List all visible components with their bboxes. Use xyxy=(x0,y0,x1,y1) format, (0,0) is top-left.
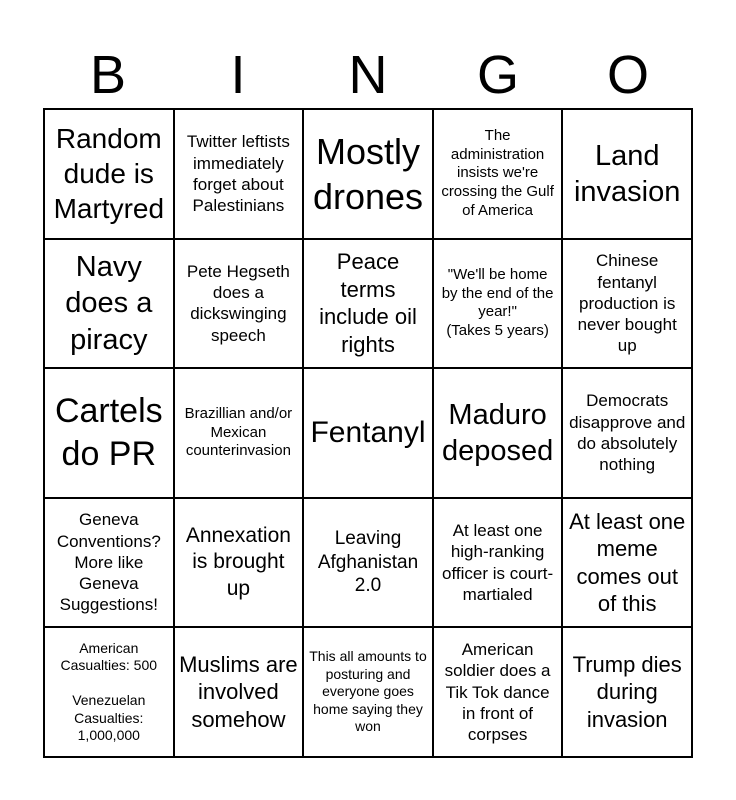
bingo-cell[interactable] xyxy=(303,109,433,239)
bingo-cell-text: Muslims are involved somehow xyxy=(179,651,298,732)
bingo-cell[interactable] xyxy=(562,109,692,239)
bingo-cell[interactable] xyxy=(44,109,174,239)
bingo-cell[interactable] xyxy=(562,627,692,757)
bingo-cell[interactable] xyxy=(174,109,304,239)
bingo-cell-text: Navy does a piracy xyxy=(65,251,153,356)
bingo-cell-text: This all amounts to posturing and everyone goes home saying they won xyxy=(309,648,427,735)
bingo-cell[interactable] xyxy=(303,498,433,628)
bingo-cell-text: At least one meme comes out of this xyxy=(569,508,686,617)
bingo-cell[interactable] xyxy=(44,239,174,369)
bingo-cell-text: American Casualties: 500 Venezuelan Casualties: 1,000,000 xyxy=(60,639,158,744)
header-letter-g: G xyxy=(476,45,519,105)
bingo-cell[interactable] xyxy=(562,498,692,628)
bingo-cell[interactable] xyxy=(562,239,692,369)
bingo-cell-text: Chinese fentanyl production is never bought up xyxy=(577,251,677,356)
bingo-cell[interactable] xyxy=(562,368,692,498)
bingo-cell[interactable] xyxy=(44,627,174,757)
bingo-cell-text: Annexation is brought up xyxy=(185,524,291,600)
bingo-cell-text: Cartels do PR xyxy=(54,392,163,473)
bingo-cell-text: At least one high-ranking officer is court-martialed xyxy=(442,521,554,604)
bingo-cell[interactable] xyxy=(303,627,433,757)
bingo-cell[interactable] xyxy=(433,368,563,498)
bingo-cell-text: Maduro deposed xyxy=(441,398,554,467)
header-letter-o: O xyxy=(606,45,649,105)
bingo-cell-text: Leaving Afghanistan 2.0 xyxy=(317,527,419,597)
header-letter-b: B xyxy=(89,45,127,105)
header-letter-n: N xyxy=(348,45,388,105)
bingo-cell-text: Trump dies during invasion xyxy=(572,651,682,732)
bingo-cell[interactable] xyxy=(433,109,563,239)
bingo-cell[interactable] xyxy=(303,239,433,369)
bingo-cell[interactable] xyxy=(433,627,563,757)
bingo-cell[interactable] xyxy=(44,498,174,628)
bingo-cell-text: Peace terms include oil rights xyxy=(319,249,417,357)
bingo-cell-text: Random dude is Martyred xyxy=(53,123,165,225)
bingo-cell-text: Geneva Conventions? More like Geneva Suggestions! xyxy=(56,510,161,615)
bingo-cell[interactable] xyxy=(433,239,563,369)
bingo-cell[interactable] xyxy=(174,627,304,757)
bingo-header xyxy=(43,44,693,106)
bingo-cell-text: "We'll be home by the end of the year!" (Takes 5 years) xyxy=(441,265,554,340)
bingo-cell-text: Pete Hegseth does a dickswinging speech xyxy=(186,261,290,345)
bingo-cell-text: Land invasion xyxy=(573,139,681,208)
bingo-cell-text: Fentanyl xyxy=(310,416,426,450)
bingo-grid xyxy=(43,108,693,758)
bingo-cell[interactable] xyxy=(174,498,304,628)
bingo-cell-text: The administration insists we're crossing the Gulf of America xyxy=(441,126,554,219)
bingo-cell[interactable] xyxy=(303,368,433,498)
bingo-cell[interactable] xyxy=(44,368,174,498)
bingo-cell[interactable] xyxy=(433,498,563,628)
header-letter-i: I xyxy=(230,45,246,105)
bingo-cell-text: American soldier does a Tik Tok dance in front of corpses xyxy=(444,640,551,745)
bingo-cell-text: Mostly drones xyxy=(312,130,424,217)
bingo-cell[interactable] xyxy=(174,239,304,369)
bingo-cell-text: Brazillian and/or Mexican counterinvasion xyxy=(184,404,293,460)
bingo-cell-text: Twitter leftists immediately forget about Palestinians xyxy=(186,132,290,216)
bingo-cell[interactable] xyxy=(174,368,304,498)
bingo-cell-text: Democrats disapprove and do absolutely nothing xyxy=(569,391,686,475)
